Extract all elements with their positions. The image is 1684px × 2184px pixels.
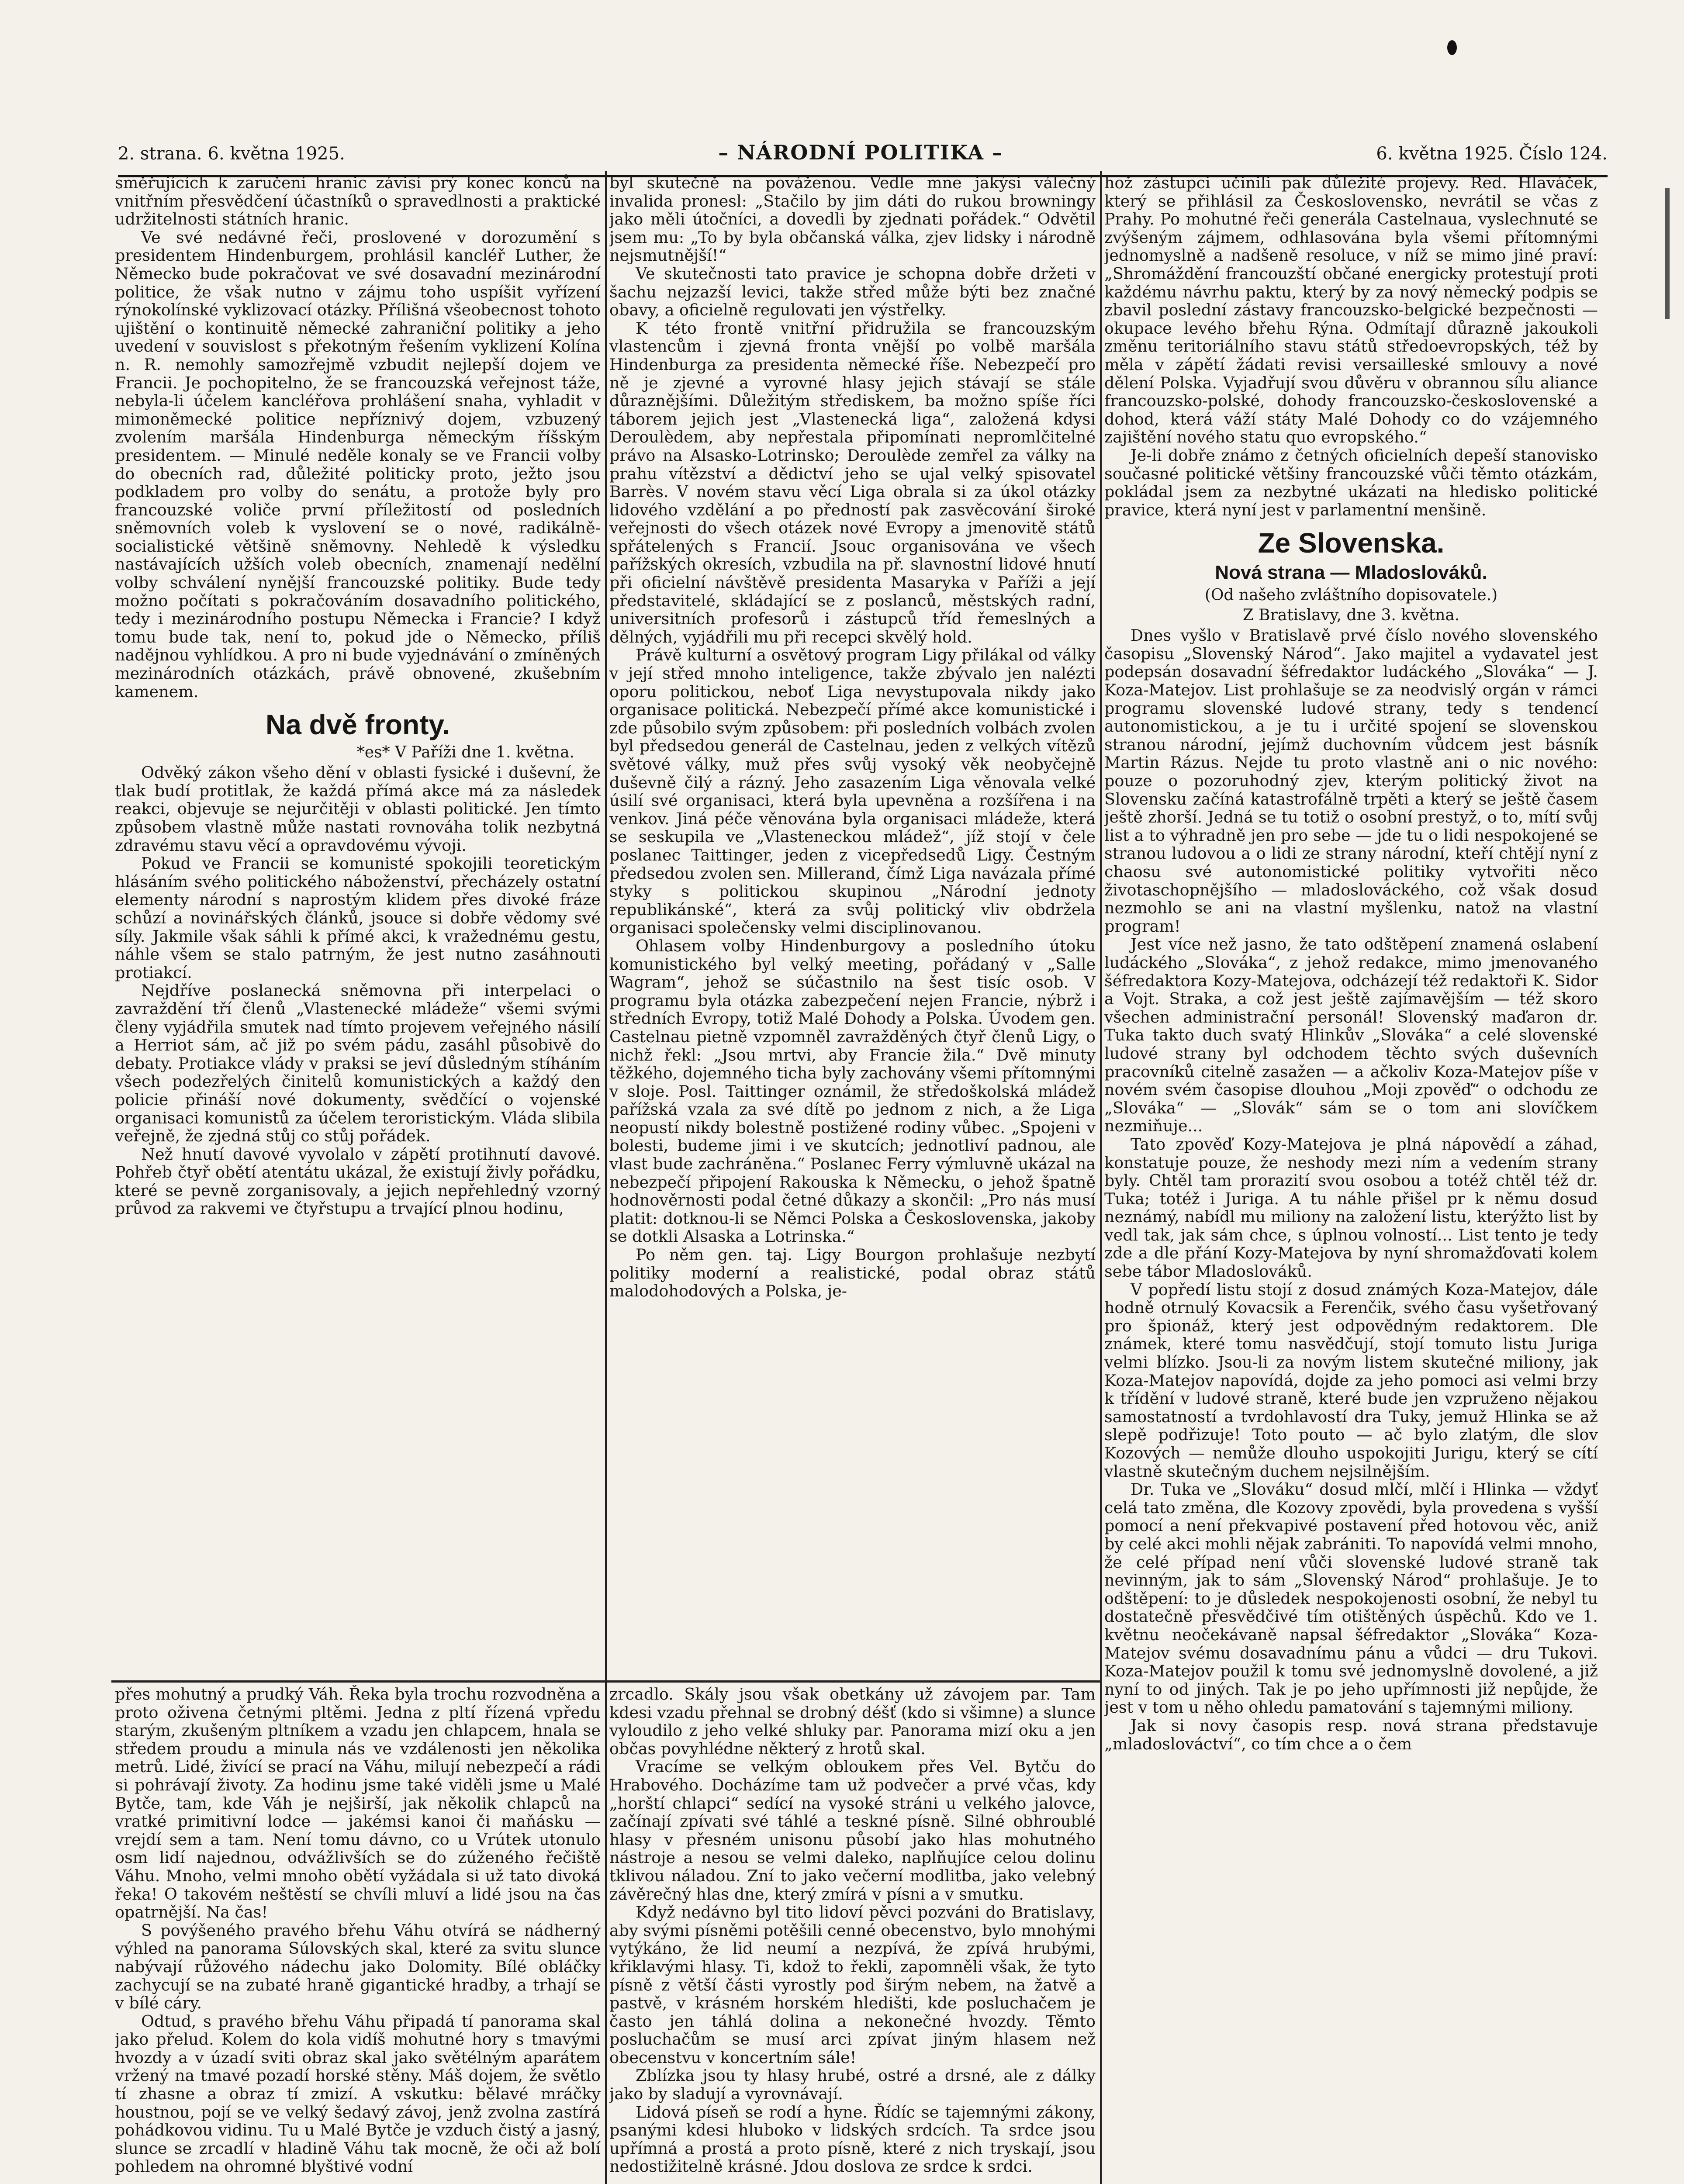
paragraph: Dnes vyšlo v Bratislavě prvé číslo nového slovenského časopisu „Slovenský Národ“. Jako majitel a vydavatel jest podepsán dosavadní šéfredaktor ludáckého „Slováka“ — J. Koza-Matejov. List prohlašuje se za neodvislý orgán v rámci programu slovenské ludové strany, tedy s tendencí autonomistickou, a je tu i určité spojení se slovenskou stranou národní, jejímž duchovním vůdcem jest básník Martin Rázus. Nejde tu proto vlastně ani o nic nového: pouze o pozoruhodný zjev, kterým politický život na Slovensku začíná katastrofálně trpěti a který se ještě časem ještě zhorší. Jedná se tu totiž o osobní prestyž, o to, mítí svůj list a to výhradně jen pro sebe — jde tu o lidi nespokojené se stranou ludovou a o lidi ze strany národní, kteří chtějí nyní z chaosu své autonomistické politiky vytvořiti něco životaschopnějšího — mladoslováckého, což však dosud nezmohlo se ani na vlastní myšlenku, natož na vlastní program! (1104, 626, 1598, 936)
ink-spot (1447, 40, 1457, 55)
paragraph: Zblízka jsou ty hlasy hrubé, ostré a drsné, ale z dálky jako by sladují a vyrovnávají. (609, 2066, 1096, 2104)
paragraph: byl skutečně na pováženou. Vedle mne jakýsi válečný invalida pronesl: „Stačilo by jim dáti do rukou browningy jako měli útočníci, a dovedli by zjednati pořádek.“ Odvětil jsem mu: „To by byla občanská válka, zjev lidsky i národně nejsmutnější!“ (609, 174, 1096, 265)
byline: (Od našeho zvláštního dopisovatele.) (1204, 586, 1498, 605)
paragraph: Když nedávno byl tito lidoví pěvci pozváni do Bratislavy, aby svými písněmi potěšili cenné obecenstvo, bylo mnohými vytýkáno, že lid neumí a nezpívá, že zpívá hrubými, křiklavými hlasy. Ti, kdož to řekli, zapomněli však, že tyto písně z větší části vyrostly pod širým nebem, na žatvě a pastvě, v krásném horském hledišti, kde posluchačem je často jen táhlá dolina a nekonečné hvozdy. Těmto posluchačům se musí arci zpívat jiným hlasem než obecenstvu v koncertním sále! (609, 1903, 1096, 2067)
masthead: – NÁRODNÍ POLITIKA – (718, 141, 1003, 164)
paragraph: Je-li dobře známo z četných oficielních depeší stanovisko současné politické většiny francouzské vůči těmto otázkám, pokládal jsem za nezbytné ukázati na hledisko politické pravice, která nyní jest v parlamentní menšině. (1104, 446, 1598, 519)
column-5 (609, 1685, 1096, 2184)
dateline: Z Bratislavy, dne 3. května. (1242, 606, 1460, 625)
paragraph: Odtud, s pravého břehu Váhu připadá tí panorama skal jako přelud. Kolem do kola vidíš mohutné hory s tmavými hvozdy a v úzadí sviti obraz skal jako světélným aparátem vržený na tmavé pozadí horské stěny. Máš dojem, že světlo tí zhasne a obraz tí zmizí. A vskutku: bělavé mráčky houstnou, pojí se ve velký šedavý závoj, jenž zvolna zastírá pohádkovou vidinu. Tu u Malé Bytče je vzduch čistý a jasný, slunce se zrcadlí v hladině Váhu tak mocně, že oči až bolí pohledem na ohromné blyštivé vodní (115, 2011, 601, 2176)
paragraph: Než hnutí davové vyvolalo v zápětí protihnutí davové. Pohřeb čtyř obětí atentátu ukázal, že existují živly pořádku, které se pevně zorganisovaly, a jejich nepřehledný vzorný průvod za rakvemi ve čtyřstupu a trvající plnou hodinu, (115, 1144, 601, 1218)
paragraph: Ve své nedávné řeči, proslovené v dorozumění s presidentem Hindenburgem, prohlásil kancléř Luther, že Německo bude pokračovat ve své dosavadní mezinárodní politice, že však nutno v zájmu toho uspíšit vyřízení rýnokolínské vyklizovací otázky. Přílišná všeobecnost tohoto ujištění o kontinuitě německé zahraniční politiky a jeho uvedení v souvislost s překotným řešením vyklizení Kolína n. R. nemohly samozřejmě vzbudit nejlepší dojem ve Francii. Je pochopitelno, že se francouzská veřejnost táže, nebyla-li účelem kancléřova prohlášení snaha, vyhladit v mimoněmecké politice nepříznivý dojem, vzbuzený zvolením maršála Hindenburga německým říšským presidentem. — Minulé neděle konaly se ve Francii volby do obecních rad, důležité politicky proto, ježto jsou podkladem pro volby do senátu, a protože byly pro francouzské voliče první příležitostí od posledních sněmovních voleb k vyslovení se o nové, radikálně-socialistické většině sněmovny. Nehledě k výsledku nastávajících užších voleb obecních, znamenají nedělní volby schválení nynější francouzské politiky. Bude tedy možno počítati s pokračováním dosavadního politického, tedy i mezinárodního postupu Německa i Francie? I když tomu bude tak, není to, pokud jde o Německo, příliš nadějnou vyhlídkou. A pro ni bude vyjednávání o zmíněných mezinárodních otázkách, právě obnovené, zkušebním kamenem. (115, 228, 601, 701)
column-3 (1104, 174, 1598, 2184)
issue-number: 6. května 1925. Číslo 124. (1376, 144, 1608, 164)
paragraph: Ohlasem volby Hindenburgovy a posledního útoku komunistického byl velký meeting, pořádaný v „Salle Wagram“, jehož se súčastnilo na šest tisíc osob. V programu byla otázka zabezpečení nejen Francie, nýbrž i středních Evropy, totiž Malé Dohody a Polska. Úvodem gen. Castelnau pietně vzpomněl zavražděných čtyř členů Ligy, o nichž řekl: „Jsou mrtvi, aby Francie žila.“ Dvě minuty těžkého, dojemného ticha byly zachovány všemi přítomnými v sloje. Posl. Taittinger oznámil, že středoškolská mládež pařížská vzala za své dítě po jednom z nich, a že Liga neopustí nikdy bolestně postižené rodiny vůbec. „Spojeni v bolesti, budeme jimi i ve skutcích; jednotliví padnou, ale vlast bude zachráněna.“ Poslanec Ferry výmluvně ukázal na nebezpečí připojení Rakouska k Německu, o jehož špatně hodnověrnosti podal četné důkazy a skončil: „Pro nás musí platit: dotknou-li se Němci Polska a Československa, jakoby se dotkli Alsaska a Lotrinska.“ (609, 936, 1096, 1246)
paragraph: Jak si novy časopis resp. nová strana představuje „mladoslováctví“, co tím chce a o čem (1104, 1716, 1598, 1753)
paragraph: hož zástupci učinili pak důležité projevy. Red. Hlaváček, který se přihlásil za Československo, nevrátil se včas z Prahy. Po mohutné řeči generála Castelnaua, vyslechnuté se zvýšeným zájmem, odhlasována byla všemi přítomnými jednomyslně a nadšeně resoluce, v níž se mimo jiné praví: „Shromáždění francouzští občané energicky protestují proti každému návrhu paktu, který by za nový německý podpis se zbavil poslední zástavy francouzsko-belgické bezpečnosti — okupace levého břehu Rýna. Odmítají důrazně jakoukoli změnu teritoriálního stavu států středoevropských, též by měla v zápětí žádati revisi versailleské smlouvy a nové dělení Polska. Vyjadřují svou důvěru v obrannou sílu aliance francouzsko-polské, dohody francouzsko-československé a dohod, která váží státy Malé Dohody co do vzájemného zajištění nového statu quo evropského.“ (1104, 174, 1598, 447)
paragraph: Právě kulturní a osvětový program Ligy přilákal od války v její střed mnoho inteligence, takže zbývalo jen nalézti oporu politickou, neboť Liga nevystupovala nikdy jako organisace politická. Nebezpečí přímé akce komunistické i zde působilo svým způsobem: při posledních volbách zvolen byl předsedou generál de Castelnau, jeden z velkých vítězů světové války, muž přes svůj vysoký věk neobyčejně duševně čilý a rázný. Jeho zasazením Liga věnovala velké úsilí své organisaci, která byla upevněna a rozšířena i na venkov. Jiná péče věnována byla organisaci mládeže, která se seskupila ve „Vlasteneckou mládež“, jíž stojí v čele poslanec Taittinger, jeden z vicepředsedů Ligy. Čestným předsedou zvolen sen. Millerand, čímž Liga navázala přímé styky s politickou skupinou „Národní jednoty republikánské“, která za svůj politický vliv obdržela organisaci společensky velmi disciplinovanou. (609, 646, 1096, 937)
paragraph: Pokud ve Francii se komunisté spokojili teoretickým hlásáním svého politického náboženství, přecházely ostatní elementy národní s naprostým klidem přes divoké fráze schůzí a novinářských článků, jsouce si dobře vědomy své síly. Jakmile však sáhli k přímé akci, k vražednému gestu, náhle všem se stalo patrným, že jest nutno zasáhnouti protiakcí. (115, 854, 601, 982)
page-number: 2. strana. 6. května 1925. (118, 144, 345, 164)
paragraph: K této frontě vnitřní přidružila se francouzským vlastencům i zjevná fronta vnější po volbě maršála Hindenburga za presidenta německé říše. Nebezpečí pro ně je zjevné a vyrovné hlasy jejich stávají se stále důraznějšími. Důležitým střediskem, ba možno spíše říci táborem jejich jest „Vlastenecká liga“, založená kdysi Deroulèdem, aby nepřestala připomínati nepromlčitelné právo na Alsasko-Lotrinsko; Deroulède zemřel za války na prahu vítězství a dědictví jeho se ujal velký spisovatel Barrès. V novém stavu věcí Liga obrala si za úkol otázky lidového vzdělání a po předností pak zasvěcování široké veřejnosti do všech otázek nové Evropy a jmenovitě států spřátelených s Francií. Jsouc organisována ve všech pařížských okresích, vzbudila na př. slavnostní lidové hnutí při oficielní návštěvě presidenta Masaryka v Paříži a její představitelé, skládající se z poslanců, městských radní, universitních profesorů i zástupců tříd řemeslných a dělných, vyjádřili mu při recepci skvělý hold. (609, 318, 1096, 646)
paragraph: Jest více než jasno, že tato odštěpení znamená oslabení ludáckého „Slováka“, z jehož redakce, mimo jmenovaného šéfredaktora Kozy-Matejova, odcházejí též redaktoři K. Sidor a Vojt. Straka, a což jest ještě zajímavějším — též skoro všechen administrační personál! Slovenský maďaron dr. Tuka takto duch svatý Hlinkův „Slováka“ a celé slovenské ludové strany byl odchodem těchto svých duševních pracovníků citelně zasažen — a ačkoliv Koza-Matejov píše v novém svém časopise dlouhou „Moji zpověď“ o odchodu ze „Slováka“ — „Slovák“ sám se o tom ani slovíčkem nezmiňuje... (1104, 935, 1598, 1136)
paragraph: přes mohutný a prudký Váh. Řeka byla trochu rozvodněna a proto oživena četnými pltěmi. Jedna z pltí řízená vpředu starým, zkušeným pltníkem a vzadu jen chlapcem, hnala se středem proudu a minula nás ve vzdálenosti jen několika metrů. Lidé, živící se prací na Váhu, milují nebezpečí a rádi si pohrávají životy. Za hodinu jsme také viděli jsme u Malé Bytče, tam, kde Váh je nejširší, jak několik chlapců na vratké primitivní lodce — jakémsi kanoi či maňásku — vrejdí sem a tam. Není tomu dávno, co u Vrútek utonulo osm lidí najednou, odvážlivších se do zúženého řečiště Váhu. Mnoho, velmi mnoho obětí vyžádala si už tato divoká řeka! O takovém neštěstí se chvíli mluví a lidé jsou na čas opatrnější. Na čas! (115, 1685, 601, 1922)
paragraph: V popředí listu stojí z dosud známých Koza-Matejov, dále hodně otrnulý Kovacsik a Ferenčik, svého času vyšetřovaný pro špionáž, který jest odpovědným redaktorem. Dle známek, které tomu nasvědčují, stojí tomuto listu Juriga velmi blízko. Jsou-li za novým listem skutečné miliony, jak Koza-Matejov napovídá, dojde za jeho pomoci asi velmi brzy k třídění v ludové straně, které bude jen vzpruženo nějakou samostatností a tvrdohlavostí dra Tuky, jemuž Hlinka se až slepě podřizuje! Toto pouto — ač bylo zlatým, dle slov Kozových — nemůže dlouho uspokojiti Jurigu, který se cítí vlastně skutečným duchem nejsilnějším. (1104, 1280, 1598, 1481)
column-2 (609, 174, 1096, 1676)
paragraph: Ve skutečnosti tato pravice je schopna dobře držeti v šachu nejzazší levici, takže střed může býti bez značné obavy, a oficielně regulovati jen výstřelky. (609, 264, 1096, 320)
paragraph: Po něm gen. taj. Ligy Bourgon prohlašuje nezbytí politiky moderní a realistické, podal obraz států malodohodových a Polska, je- (609, 1245, 1096, 1301)
paragraph: Odvěký zákon všeho dění v oblasti fysické i duševní, že tlak budí protitlak, že každá přímá akce má za následek reakci, objevuje se nejurčitěji v oblasti politické. Jen tímto způsobem vlastně může nastati rovnováha tolik nezbytná zdravému stavu věcí a opravdovému vývoji. (115, 763, 601, 855)
article-headline: Ze Slovenska. (1258, 527, 1445, 559)
column-4 (115, 1685, 601, 2184)
paragraph: směřujících k zaručení hranic závisí prý konec konců na vnitřním přesvědčení účastníků o spravedlnosti a praktické udržitelnosti státních hranic. (115, 174, 601, 229)
page-edge-mark (1665, 188, 1670, 319)
paragraph: Nejdříve poslanecká sněmovna při interpelaci o zavraždění tří členů „Vlastenecké mládeže“ všemi svými členy vyjádřila smutek nad tímto projevem veřejného násilí a Herriot sám, ač již po svém pádu, zasáhl působivě do debaty. Protiakce vlády v praksi se jeví důsledným stíháním všech podezřelých činitelů komunistických a každý den policie přináší nové dokumenty, svědčící o vojenské organisaci komunistů za účelem teroristickým. Vláda slibila veřejně, že zjedná stůj co stůj pořádek. (115, 981, 601, 1146)
column-rule (605, 171, 607, 2184)
section-rule (111, 1680, 1101, 1683)
paragraph: Dr. Tuka ve „Slováku“ dosud mlčí, mlčí i Hlinka — vždyť celá tato změna, dle Kozovy zpovědi, byla provedena s vyšší pomocí a není překvapivé postavení před hotovou věc, aniž by celé akci mohli nějak zabrániti. To napovídá velmi mnoho, že celé případ není vůči slovenské ludové straně tak nevinným, jak to sám „Slovenský Národ“ prohlašuje. Je to odštěpení: to je důsledek nespokojenosti osobní, že nebyl tu dostatečně přesvědčivé tím otištěných úspěchů. Kdo ve 1. květnu neočekávaně napsal šéfredaktor „Slováka“ Koza-Matejov svému dosavadnímu pánu a vůdci — dru Tukovi. Koza-Matejov použil k tomu své jednomyslně dovolené, a již nyní to od jiných. Tak je po jeho upřímnosti již nepůjde, že jest v tom u něho ohledu pamatování s tajemnými miliony. (1104, 1480, 1598, 1717)
article-subheadline: Nová strana — Mladoslováků. (1215, 562, 1487, 584)
paragraph: zrcadlo. Skály jsou však obetkány už závojem par. Tam kdesi vzadu přehnal se drobný déšť (kdo si všimne) a slunce vyloudilo z jeho velké shluky par. Panorama mizí oku a jen občas povyhlédne některý z hrotů skal. (609, 1685, 1096, 1758)
paragraph: Tato zpověď Kozy-Matejova je plná nápovědí a záhad, konstatuje pouze, že neshody mezi ním a vedením strany byly. Chtěl tam prorazití svou osobou a totéž chtěl též dr. Tuka; totéž i Juriga. A tu náhle přišel pr k němu dosud neznámý, nabídl mu miliony na založení listu, kterýžto list by vedl tak, jak sám chce, s úplnou volností... List tento je tedy zde a dle přání Kozy-Matejova by nyní shromažďovati kolem sebe tábor Mladoslováků. (1104, 1134, 1598, 1281)
page-header (118, 141, 1608, 177)
column-1 (115, 174, 601, 1676)
paragraph: Vracíme se velkým obloukem přes Vel. Bytču do Hrabového. Docházíme tam už podvečer a prvé včas, kdy „horští chlapci“ sedící na vysoké stráni u velkého jalovce, začínají zpívati své táhlé a teskné písně. Silné obhroublé hlasy v přesném unisonu působí jako hlas mohutného nástroje a nesou se velmi daleko, naplňujíce celou dolinu tklivou náladou. Zní to jako večerní modlitba, jako velebný závěrečný hlas dne, který zmírá v písni a v smutku. (609, 1757, 1096, 1904)
article-headline: Na dvě fronty. (266, 709, 450, 741)
column-rule (1100, 171, 1102, 2184)
paragraph: S povýšeného pravého břehu Váhu otvírá se nádherný výhled na panorama Súlovských skal, které za svitu slunce nabývají růžového nádechu jako Dolomity. Bílé obláčky zachycují se na zubaté hraně gigantické hradby, a trhají se v bílé cáry. (115, 1921, 601, 2013)
dateline: *es* V Paříži dne 1. května. (356, 743, 574, 762)
paragraph: Lidová píseň se rodí a hyne. Řídíc se tajemnými zákony, psanými kdesi hluboko v lidských srdcích. Ta srdce jsou upřímná a prostá a proto písně, které z nich tryskají, jsou nedostižitelně krásné. Jdou doslova ze srdce k srdci. (609, 2102, 1096, 2176)
